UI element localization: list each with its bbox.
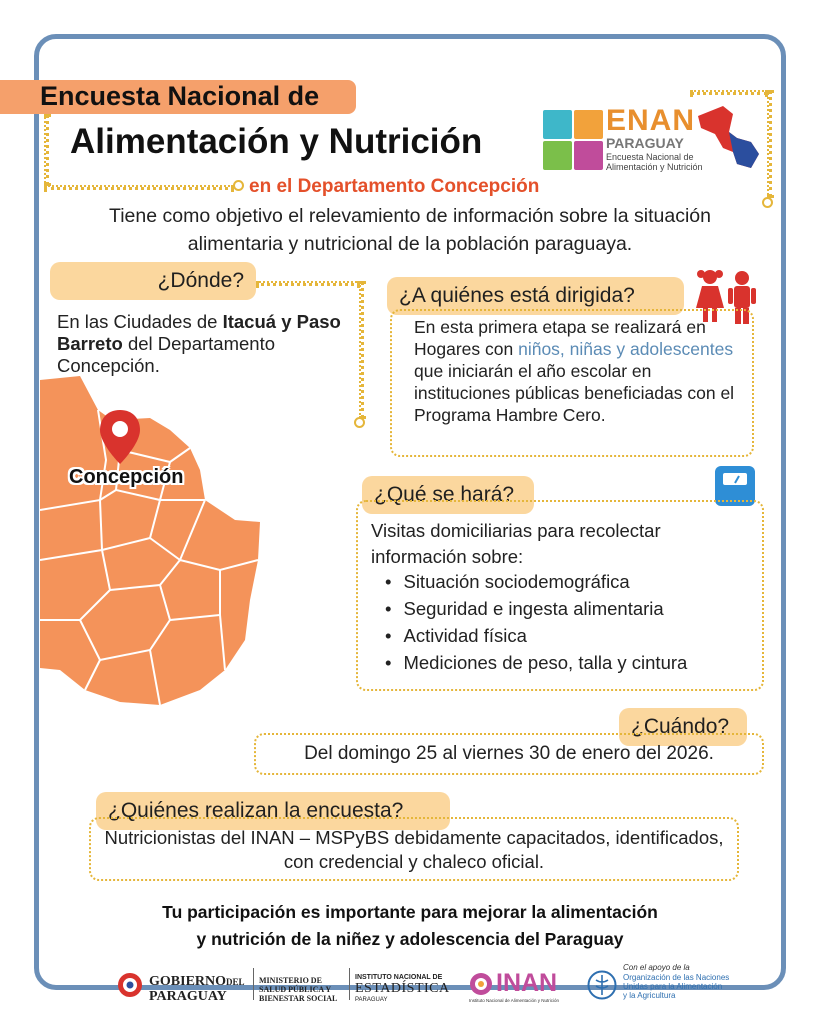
title-connector-bottom <box>44 185 234 190</box>
enan-logo <box>543 104 763 174</box>
enan-logo-tagline: Encuesta Nacional de Alimentación y Nutrición <box>606 152 703 172</box>
closing-message: Tu participación es importante para mejorar la alimentación y nutrición de la niñez y adolescencia del Paraguay <box>162 902 658 949</box>
map-pin-label: Concepción <box>69 466 184 488</box>
title-line-1: Encuesta Nacional de <box>40 81 320 111</box>
title-line-2: Alimentación y Nutrición <box>70 122 483 161</box>
donde-text: En las Ciudades de Itacuá y Paso Barreto del Departamento Concepción. <box>57 311 341 376</box>
logo-connector-vert <box>767 90 772 198</box>
fao-emblem-icon <box>587 970 617 1000</box>
map-shape <box>40 376 260 705</box>
quienes-label: ¿A quiénes está dirigida? <box>387 277 684 315</box>
gobierno-logo: GOBIERNODEL PARAGUAY <box>117 960 247 1008</box>
inan-emblem-icon <box>469 972 493 996</box>
connector-dot <box>762 197 773 208</box>
intro-text: Tiene como objetivo el relevamiento de información sobre la situación alimentaria y nutricional de la población paraguaya. <box>109 205 711 255</box>
realizan-text: Nutricionistas del INAN – MSPyBS debidamente capacitados, identificados, con credencial y chaleco oficial. <box>104 827 724 872</box>
paraguay-map-icon <box>693 104 763 172</box>
enan-logo-word: ENAN <box>606 104 696 137</box>
logo-connector <box>690 90 768 95</box>
connector-dot <box>233 180 244 191</box>
que-list <box>385 568 687 676</box>
enan-logo-icons <box>543 110 603 170</box>
concepcion-map <box>40 370 270 710</box>
que-label: ¿Qué se hará? <box>362 476 534 514</box>
ministerio-logo: MINISTERIO DE SALUD PÚBLICA Y BIENESTAR SOCIAL <box>259 976 338 1003</box>
title-subtitle: en el Departamento Concepción <box>249 176 540 197</box>
que-text: Visitas domiciliarias para recolectar información sobre: <box>371 520 661 567</box>
title-connector <box>44 114 49 186</box>
ine-logo: INSTITUTO NACIONAL DE ESTADÍSTICA PARAGUAY <box>355 974 450 1003</box>
footer-logos <box>117 960 757 1008</box>
donde-connector-vert <box>359 281 364 419</box>
list-item: • Mediciones de peso, talla y cintura <box>385 649 687 676</box>
cuando-text: Del domingo 25 al viernes 30 de enero del 2026. <box>304 743 714 764</box>
footer-separator <box>253 968 254 1000</box>
connector-dot <box>354 417 365 428</box>
inan-logo: INAN Instituto Nacional de Alimentación y Nutrición <box>469 969 560 1003</box>
cuando-label: ¿Cuándo? <box>619 708 747 746</box>
donde-label: ¿Dónde? <box>50 262 256 300</box>
list-item: • Situación sociodemográfica <box>385 568 687 595</box>
fao-logo: Con el apoyo de la Organización de las Naciones Unidas para la Alimentación y la Agricultura <box>587 960 757 1008</box>
realizan-label: ¿Quiénes realizan la encuesta? <box>96 792 450 830</box>
gobierno-seal-icon <box>117 972 143 998</box>
list-item: • Actividad física <box>385 622 687 649</box>
list-item: • Seguridad e ingesta alimentaria <box>385 595 687 622</box>
footer-separator <box>349 968 350 1000</box>
enan-logo-country: PARAGUAY <box>606 135 684 151</box>
quienes-text: En esta primera etapa se realizará en Hogares con niños, niñas y adolescentes que iniciarán el año escolar en instituciones públicas beneficiadas con el Programa Hambre Cero. <box>414 317 735 425</box>
donde-connector <box>256 281 360 286</box>
